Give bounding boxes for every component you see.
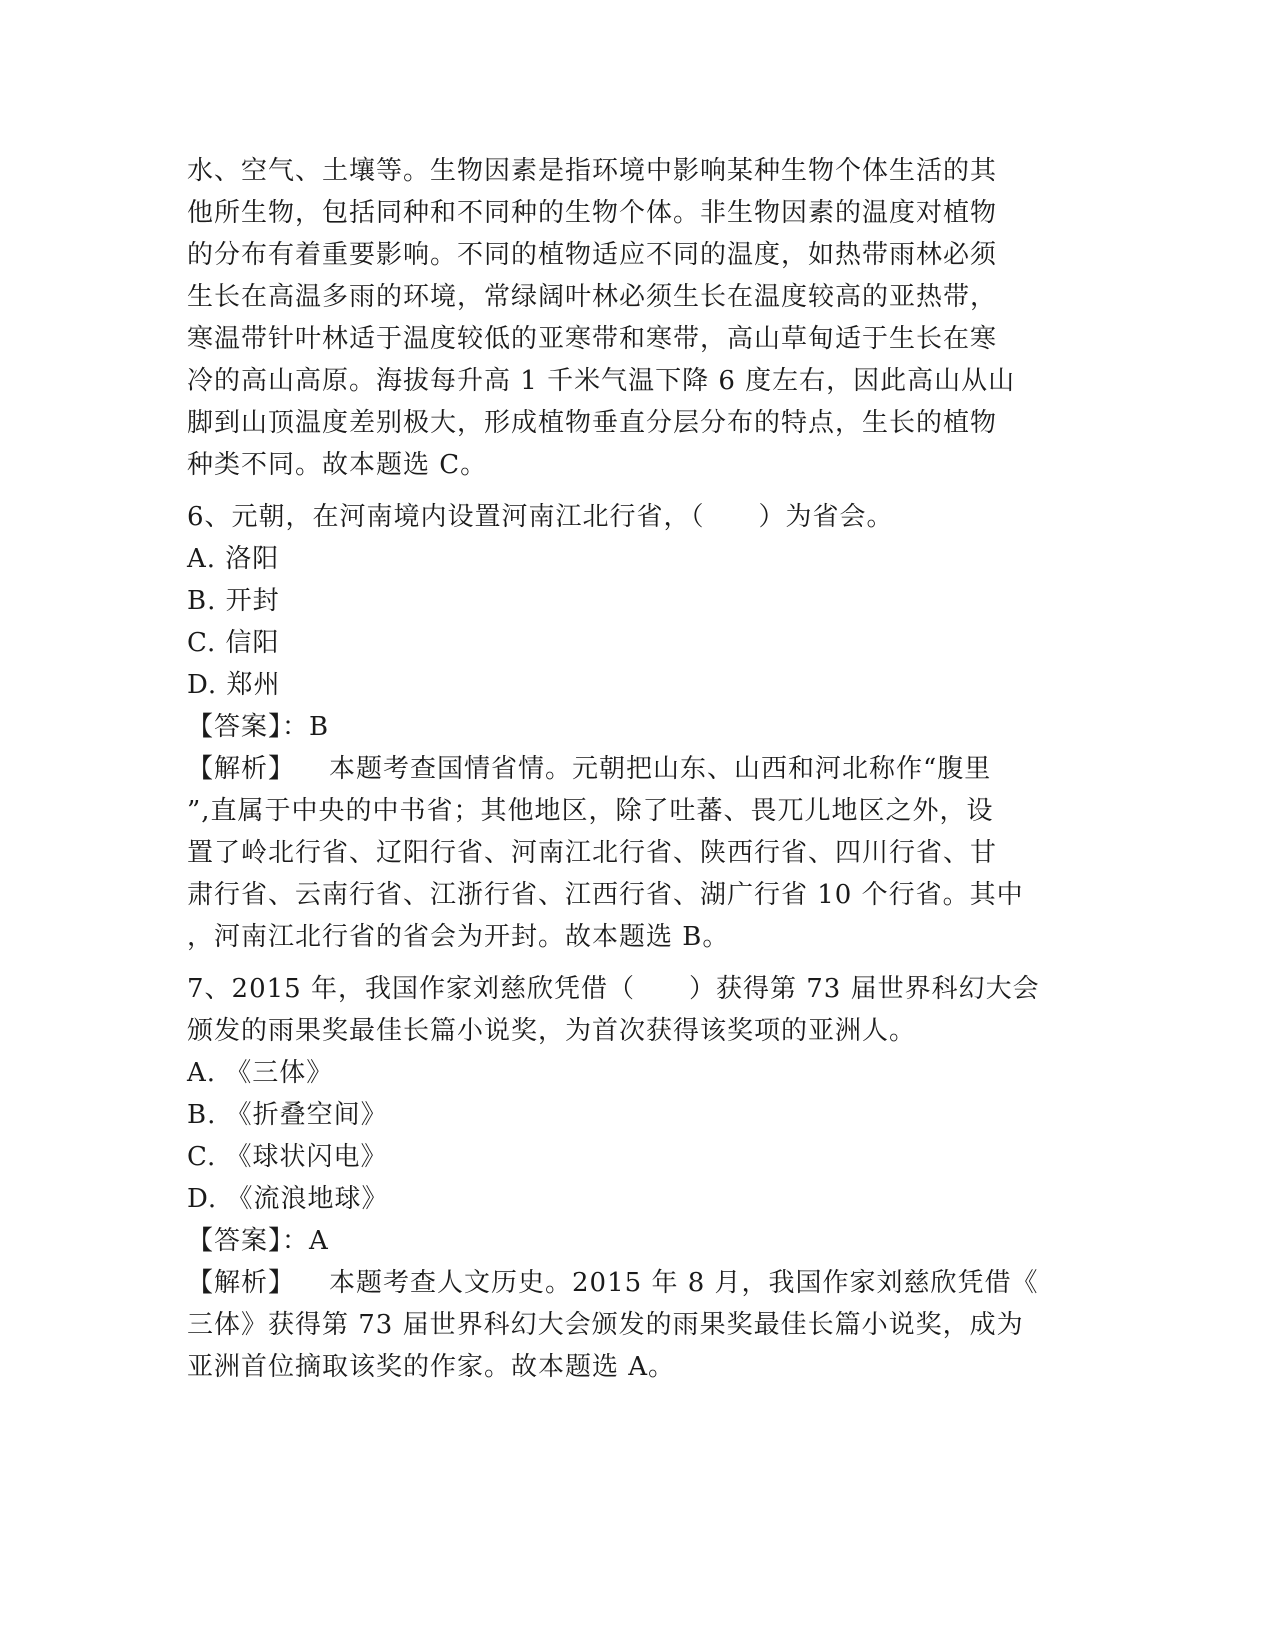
question-7-option-d: D. 《流浪地球》 <box>187 1184 389 1214</box>
analysis-line: ，河南江北行省的省会为开封。故本题选 B。 <box>187 922 730 952</box>
question-7-answer: 【答案】：A <box>187 1226 329 1256</box>
question-7-option-b: B. 《折叠空间》 <box>187 1100 388 1130</box>
question-6-option-b: B. 开封 <box>187 586 280 616</box>
question-7-option-c: C. 《球状闪电》 <box>187 1142 388 1172</box>
question-6-answer: 【答案】：B <box>187 712 330 742</box>
analysis-label: 【解析】 <box>187 754 296 784</box>
analysis-first-line <box>187 748 1067 790</box>
intro-line: 脚到山顶温度差别极大，形成植物垂直分层分布的特点，生长的植物 <box>187 408 998 438</box>
analysis-line: 置了岭北行省、辽阳行省、河南江北行省、陕西行省、四川行省、甘 <box>187 838 998 868</box>
intro-line: 寒温带针叶林适于温度较低的亚寒带和寒带，高山草甸适于生长在寒 <box>187 324 998 354</box>
intro-paragraph <box>187 150 1067 486</box>
analysis-line: 本题考查国情省情。元朝把山东、山西和河北称作“腹里 <box>329 754 992 784</box>
intro-line: 种类不同。故本题选 C。 <box>187 450 488 480</box>
question-6-option-c: C. 信阳 <box>187 628 280 658</box>
question-7-analysis <box>187 1262 1067 1388</box>
intro-line: 生长在高温多雨的环境，常绿阔叶林必须生长在温度较高的亚热带， <box>187 282 998 312</box>
question-6-stem: 6、元朝，在河南境内设置河南江北行省，（ ）为省会。 <box>187 502 894 532</box>
analysis-first-line <box>187 1262 1067 1304</box>
analysis-line: 三体》获得第 73 届世界科幻大会颁发的雨果奖最佳长篇小说奖，成为 <box>187 1310 1024 1340</box>
document-page <box>187 150 1067 1388</box>
analysis-line: ”,直属于中央的中书省；其他地区，除了吐蕃、畏兀儿地区之外，设 <box>187 796 994 826</box>
analysis-label: 【解析】 <box>187 1268 296 1298</box>
question-6-option-a: A. 洛阳 <box>187 544 280 574</box>
intro-line: 水、空气、土壤等。生物因素是指环境中影响某种生物个体生活的其 <box>187 156 998 186</box>
analysis-line: 本题考查人文历史。2015 年 8 月，我国作家刘慈欣凭借《 <box>329 1268 1039 1298</box>
question-7-stem: 7、2015 年，我国作家刘慈欣凭借（ ）获得第 73 届世界科幻大会 <box>187 974 1040 1004</box>
question-6 <box>187 496 1067 958</box>
question-6-option-d: D. 郑州 <box>187 670 281 700</box>
question-6-analysis <box>187 748 1067 958</box>
question-7-stem-cont: 颁发的雨果奖最佳长篇小说奖，为首次获得该奖项的亚洲人。 <box>187 1016 917 1046</box>
intro-line: 冷的高山高原。海拔每升高 1 千米气温下降 6 度左右，因此高山从山 <box>187 366 1016 396</box>
intro-line: 的分布有着重要影响。不同的植物适应不同的温度，如热带雨林必须 <box>187 240 998 270</box>
analysis-line: 亚洲首位摘取该奖的作家。故本题选 A。 <box>187 1352 676 1382</box>
question-7-option-a: A. 《三体》 <box>187 1058 334 1088</box>
analysis-line: 肃行省、云南行省、江浙行省、江西行省、湖广行省 10 个行省。其中 <box>187 880 1024 910</box>
question-7 <box>187 968 1067 1388</box>
intro-line: 他所生物，包括同种和不同种的生物个体。非生物因素的温度对植物 <box>187 198 998 228</box>
